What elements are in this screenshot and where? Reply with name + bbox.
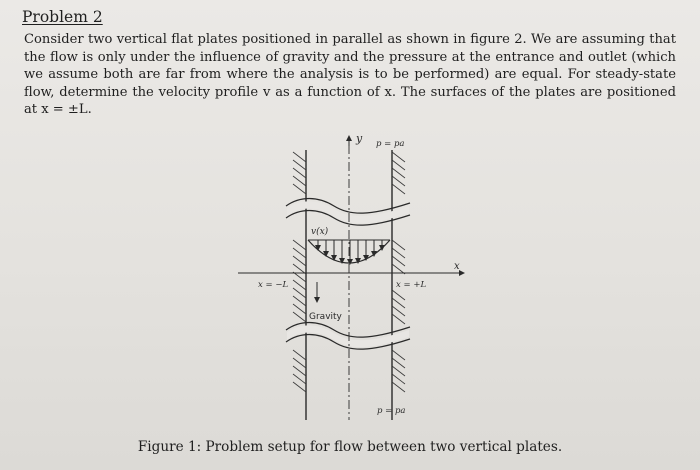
gravity-label: Gravity (309, 312, 342, 322)
y-axis-label: y (356, 132, 363, 145)
problem-title: Problem 2 (22, 8, 103, 26)
figure-caption: Figure 1: Problem setup for flow between two vertical plates. (137, 439, 563, 455)
velocity-label: v(x) (311, 227, 329, 237)
right-wall-label: x = +L (396, 280, 427, 290)
pressure-bottom-label: p = pa (377, 406, 406, 416)
x-axis-label: x (454, 261, 460, 272)
left-wall-label: x = −L (258, 280, 289, 290)
left-plate (293, 150, 306, 420)
problem-statement: Consider two vertical flat plates positioned in parallel as shown in figure 2. We are assuming that the flow is only under the influence of gravity and the pressure at the entrance and outlet (which we assume both are far from where the analysis is to be performed) are equal. For steady-state flow, determine the velocity profile v as a function of x. The surfaces of the plates are positioned at x = ±L. (24, 32, 676, 118)
pressure-top-label: p = pa (376, 139, 405, 149)
